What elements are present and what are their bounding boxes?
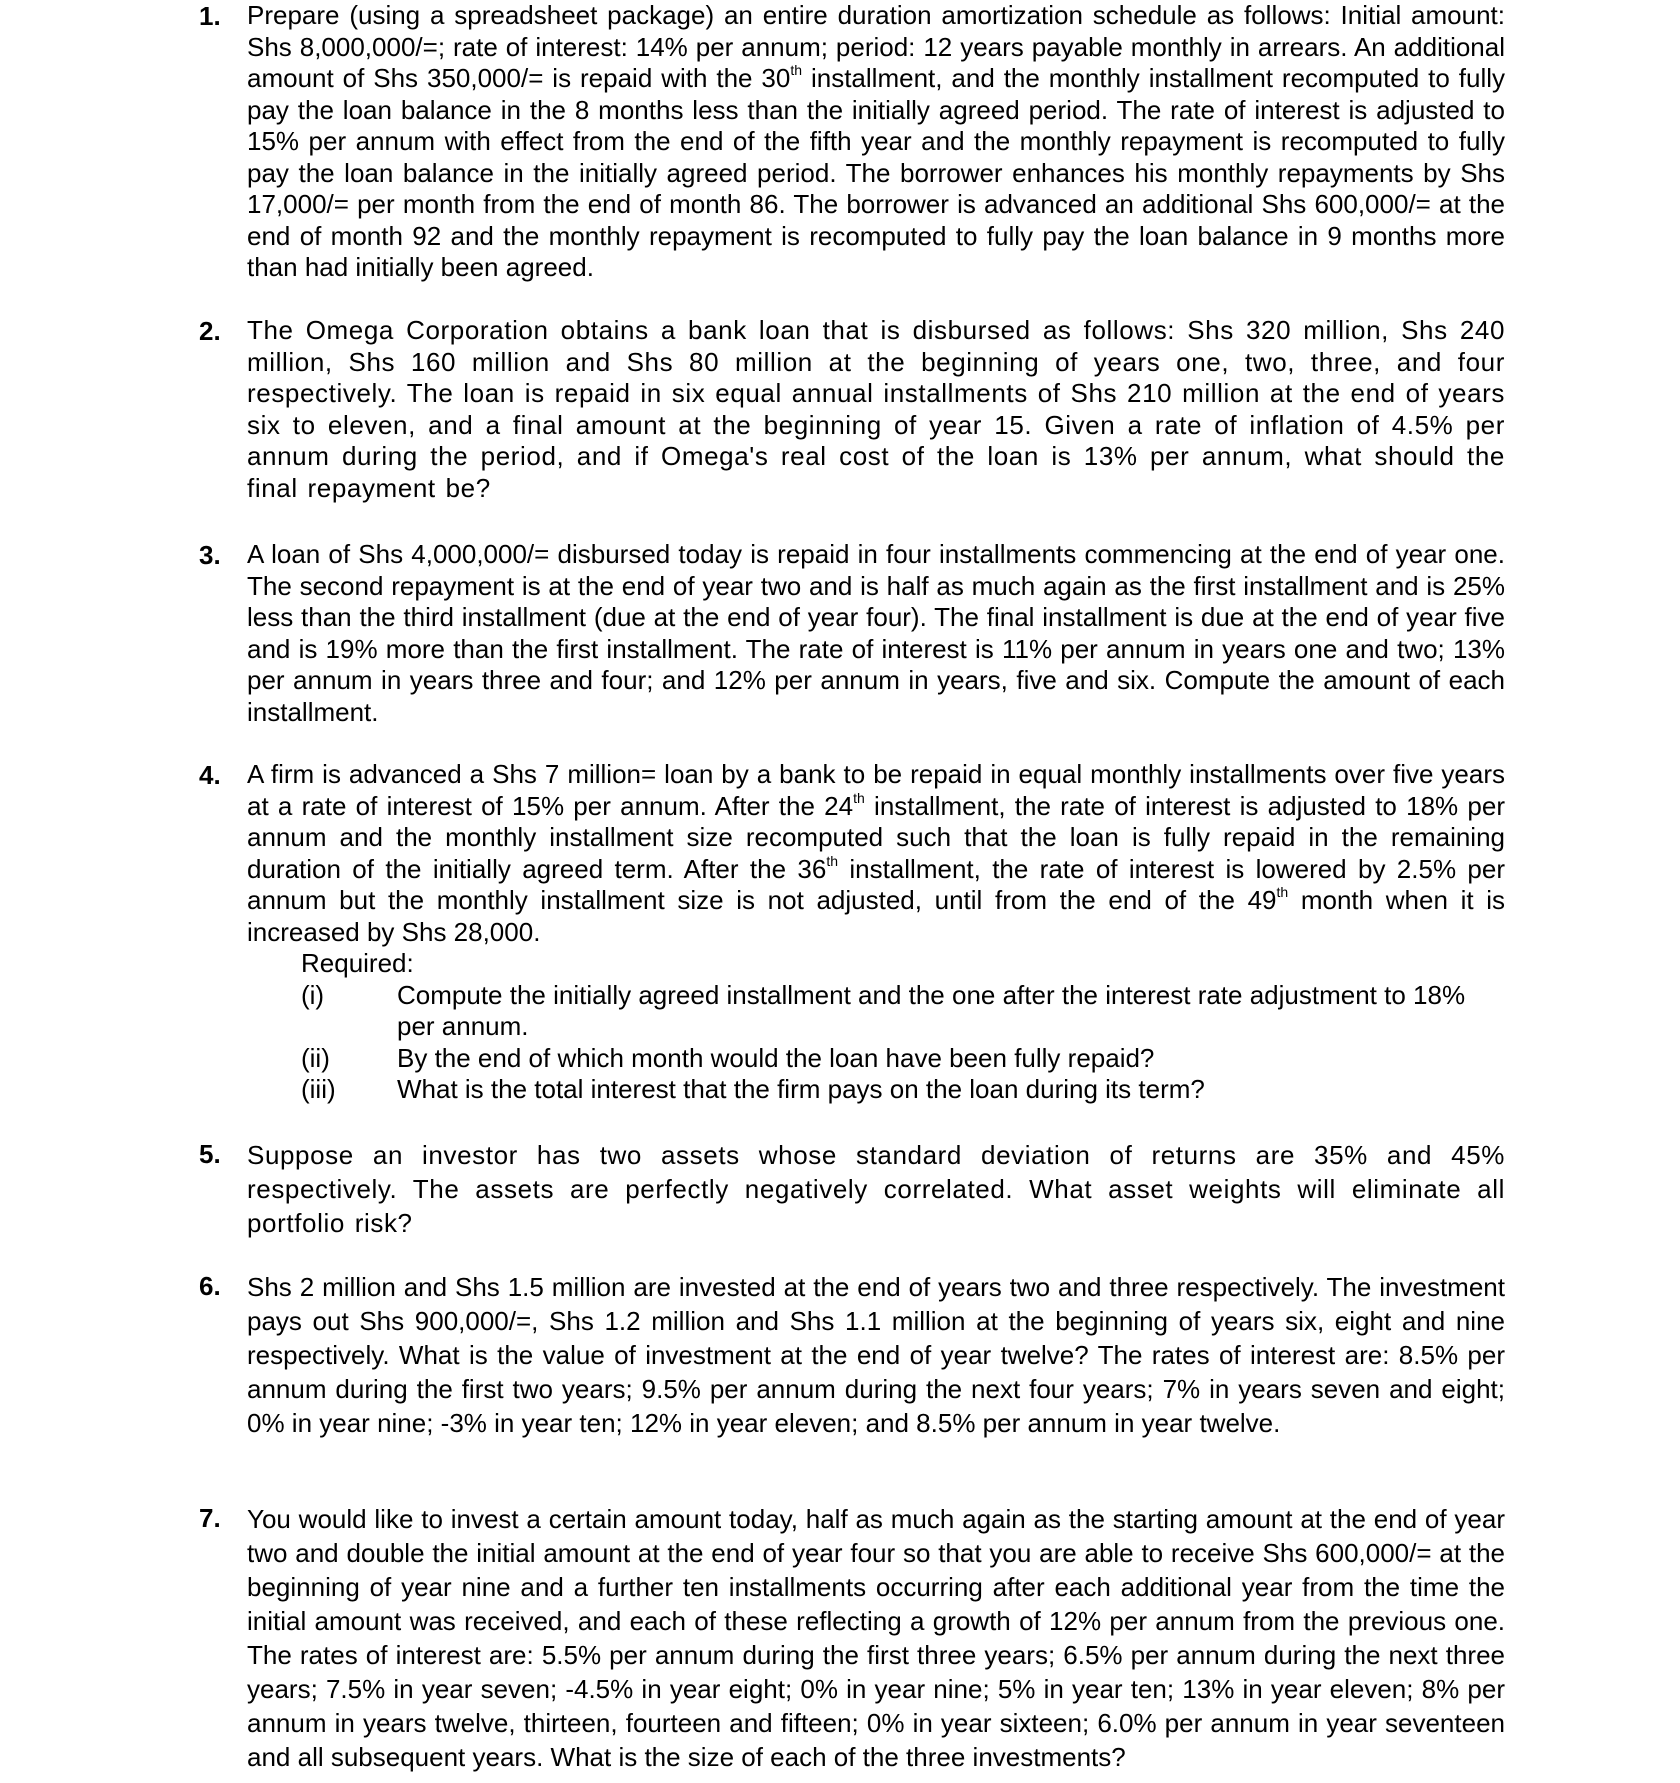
text-segment: A firm is advanced a Shs 7 million= loan by a bank to be repaid in equal monthly installments over five years at a rate of interest of 15% per annum. After the 24 [247,759,1505,821]
sub-item-label: (i) [301,979,325,1010]
ordinal-suffix: th [826,852,838,869]
ordinal-suffix: th [853,789,865,806]
question-text [247,759,1505,1106]
sub-item-text: What is the total interest that the firm pays on the loan during its term? [397,1074,1205,1104]
question-body: The Omega Corporation obtains a bank loan that is disbursed as follows: Shs 320 million, Shs 240 million, Shs 160 million and Shs 80 million at the beginning of years one, two, three, and four respectively. The loan is repaid in six equal annual installments of Shs 210 million at the end of years six to eleven, and a final amount at the beginning of year 15. Given a rate of inflation of 4.5% per annum during the period, and if Omega's real cost of the loan is 13% per annum, what should the final repayment be? [247,315,1505,503]
question-text [247,315,1505,504]
sub-item-label: (iii) [301,1074,336,1104]
text-segment: installment, the rate of interest is adjusted to 18% per annum and the monthly installment size recomputed such that the loan is fully repaid in the remaining duration of the initially agreed term. After the 36 [247,790,1505,884]
question-number: 7. [199,1503,221,1533]
ordinal-suffix: th [790,62,803,78]
sub-item-iii [247,1074,1505,1106]
question-text [247,1502,1505,1774]
question-number: 2. [199,316,221,346]
required-label: Required: [301,948,414,978]
text-segment: installment, the rate of interest is lowered by 2.5% per annum but the monthly installment size is not adjusted, until from the end of the 49 [247,853,1505,915]
sub-item-label: (ii) [301,1042,330,1073]
question-text [247,0,1505,284]
question-body: A loan of Shs 4,000,000/= disbursed today is repaid in four installments commencing at the end of year one. The second repayment is at the end of year two and is half as much again as the first installment and is 25% less than the third installment (due at the end of year four). The final installment is due at the end of year five and is 19% more than the first installment. The rate of interest is 11% per annum in years one and two; 13% per annum in years three and four; and 12% per annum in years, five and six. Compute the amount of each installment. [247,539,1505,727]
question-text [247,1138,1505,1240]
text-segment: installment, and the monthly installment recomputed to fully pay the loan balance in the 8 months less than the initially agreed period. The rate of interest is adjusted to 15% per annum with effect from the end of the fifth year and the monthly repayment is recomputed to fully pay the loan balance in the initially agreed period. The borrower enhances his monthly repayments by Shs 17,000/= per month from the end of month 86. The borrower is advanced an additional Shs 600,000/= at the end of month 92 and the monthly repayment is recomputed to fully pay the loan balance in 9 months more than had initially been agreed. [247,63,1505,282]
question-body: Suppose an investor has two assets whose standard deviation of returns are 35% and 45% respectively. The assets are perfectly negatively correlated. What asset weights will eliminate all portfolio risk? [247,1140,1505,1238]
question-number: 6. [199,1271,221,1301]
question-text [247,539,1505,728]
sub-item-ii [247,1043,1505,1075]
question-number: 3. [199,540,221,570]
sub-item-text: Compute the initially agreed installment and the one after the interest rate adjustment to 18% per annum. [397,979,1466,1041]
sub-item-text: By the end of which month would the loan have been fully repaid? [397,1042,1155,1073]
question-number: 1. [199,1,221,31]
question-number: 4. [199,760,221,790]
ordinal-suffix: th [1276,884,1289,900]
text-segment: Prepare (using a spreadsheet package) an entire duration amortization schedule as follows: Initial amount: Shs 8,000,000/=; rate of interest: 14% per annum; period: 12 years payable monthly in arrears. An additional amount of Shs 350,000/= is repaid with the 30 [247,0,1505,93]
question-body: Shs 2 million and Shs 1.5 million are invested at the end of years two and three respectively. The investment pays out Shs 900,000/=, Shs 1.2 million and Shs 1.1 million at the beginning of years six, eight and nine respectively. What is the value of investment at the end of year twelve? The rates of interest are: 8.5% per annum during the first two years; 9.5% per annum during the next four years; 7% in years seven and eight; 0% in year nine; -3% in year ten; 12% in year eleven; and 8.5% per annum in year twelve. [247,1272,1505,1438]
question-number: 5. [199,1139,221,1169]
question-body: You would like to invest a certain amount today, half as much again as the starting amount at the end of year two and double the initial amount at the end of year four so that you are able to receive Shs 600,000/= at the beginning of year nine and a further ten installments occurring after each additional year from the time the initial amount was received, and each of these reflecting a growth of 12% per annum from the previous one. The rates of interest are: 5.5% per annum during the first three years; 6.5% per annum during the next three years; 7.5% in year seven; -4.5% in year eight; 0% in year nine; 5% in year ten; 13% in year eleven; 8% per annum in years twelve, thirteen, fourteen and fifteen; 0% in year sixteen; 6.0% per annum in year seventeen and all subsequent years. What is the size of each of the three investments? [247,1504,1505,1772]
sub-item-i [247,980,1505,1043]
question-text [247,1270,1505,1440]
text-segment: month when it is increased by Shs 28,000. [247,885,1505,947]
